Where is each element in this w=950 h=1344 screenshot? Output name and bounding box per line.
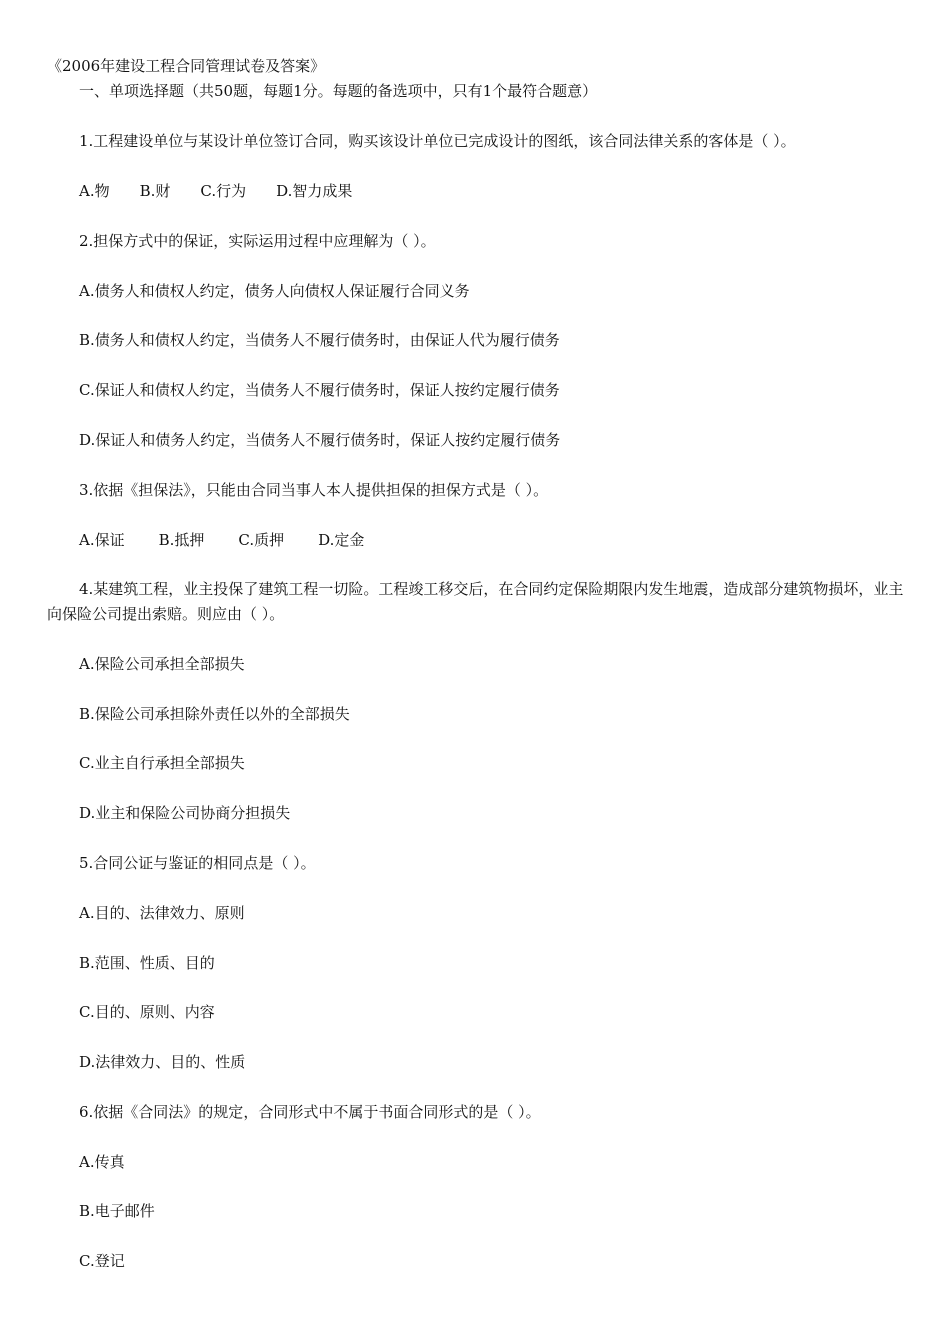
question-4-option-b: B.保险公司承担除外责任以外的全部损失 — [79, 705, 350, 723]
question-5-option-a: A.目的、法律效力、原则 — [79, 904, 245, 922]
question-6-option-c: C.登记 — [79, 1252, 125, 1270]
question-5-option-c: C.目的、原则、内容 — [79, 1003, 215, 1021]
question-3-stem: 3.依据《担保法》，只能由合同当事人本人提供担保的担保方式是（ ）。 — [79, 481, 549, 499]
question-3-option-b: B.抵押 — [158, 531, 205, 549]
question-6-option-a: A.传真 — [79, 1153, 125, 1171]
question-6-stem: 6.依据《合同法》的规定，合同形式中不属于书面合同形式的是（ ）。 — [79, 1103, 541, 1121]
question-2-option-d: D.保证人和债务人约定，当债务人不履行债务时，保证人按约定履行债务 — [79, 431, 561, 449]
question-5-option-b: B.范围、性质、目的 — [79, 954, 215, 972]
question-4-option-c: C.业主自行承担全部损失 — [79, 754, 245, 772]
question-4-stem: 4.某建筑工程，业主投保了建筑工程一切险。工程竣工移交后，在合同约定保险期限内发生地震，造成部分建筑物损坏，业主向保险公司提出索赔。则应由（ ）。 — [47, 580, 904, 623]
question-5-stem: 5.合同公证与鉴证的相同点是（ ）。 — [79, 854, 316, 872]
question-2-option-a: A.债务人和债权人约定，债务人向债权人保证履行合同义务 — [79, 282, 470, 300]
question-2-stem: 2.担保方式中的保证，实际运用过程中应理解为（ ）。 — [79, 232, 436, 250]
question-1-option-b: B.财 — [139, 182, 171, 200]
question-1-option-c: C.行为 — [200, 182, 247, 200]
question-3-option-d: D.定金 — [318, 531, 365, 549]
question-5-option-d: D.法律效力、目的、性质 — [79, 1053, 246, 1071]
question-6-option-b: B.电子邮件 — [79, 1202, 155, 1220]
section-heading: 一、单项选择题（共50题，每题1分。每题的备选项中，只有1个最符合题意） — [79, 82, 598, 100]
question-3-options — [79, 530, 364, 550]
question-2-option-c: C.保证人和债权人约定，当债务人不履行债务时，保证人按约定履行债务 — [79, 381, 560, 399]
question-1-option-d: D.智力成果 — [276, 182, 353, 200]
question-4-option-a: A.保险公司承担全部损失 — [79, 655, 245, 673]
question-1-options — [79, 181, 352, 201]
question-3-option-a: A.保证 — [79, 531, 125, 549]
question-2-option-b: B.债务人和债权人约定，当债务人不履行债务时，由保证人代为履行债务 — [79, 331, 560, 349]
question-3-option-c: C.质押 — [238, 531, 285, 549]
question-4-option-d: D.业主和保险公司协商分担损失 — [79, 804, 291, 822]
document-title: 《2006年建设工程合同管理试卷及答案》 — [47, 57, 326, 75]
question-1-stem: 1.工程建设单位与某设计单位签订合同，购买该设计单位已完成设计的图纸，该合同法律关系的客体是（ ）。 — [79, 132, 796, 150]
question-1-option-a: A.物 — [79, 182, 110, 200]
